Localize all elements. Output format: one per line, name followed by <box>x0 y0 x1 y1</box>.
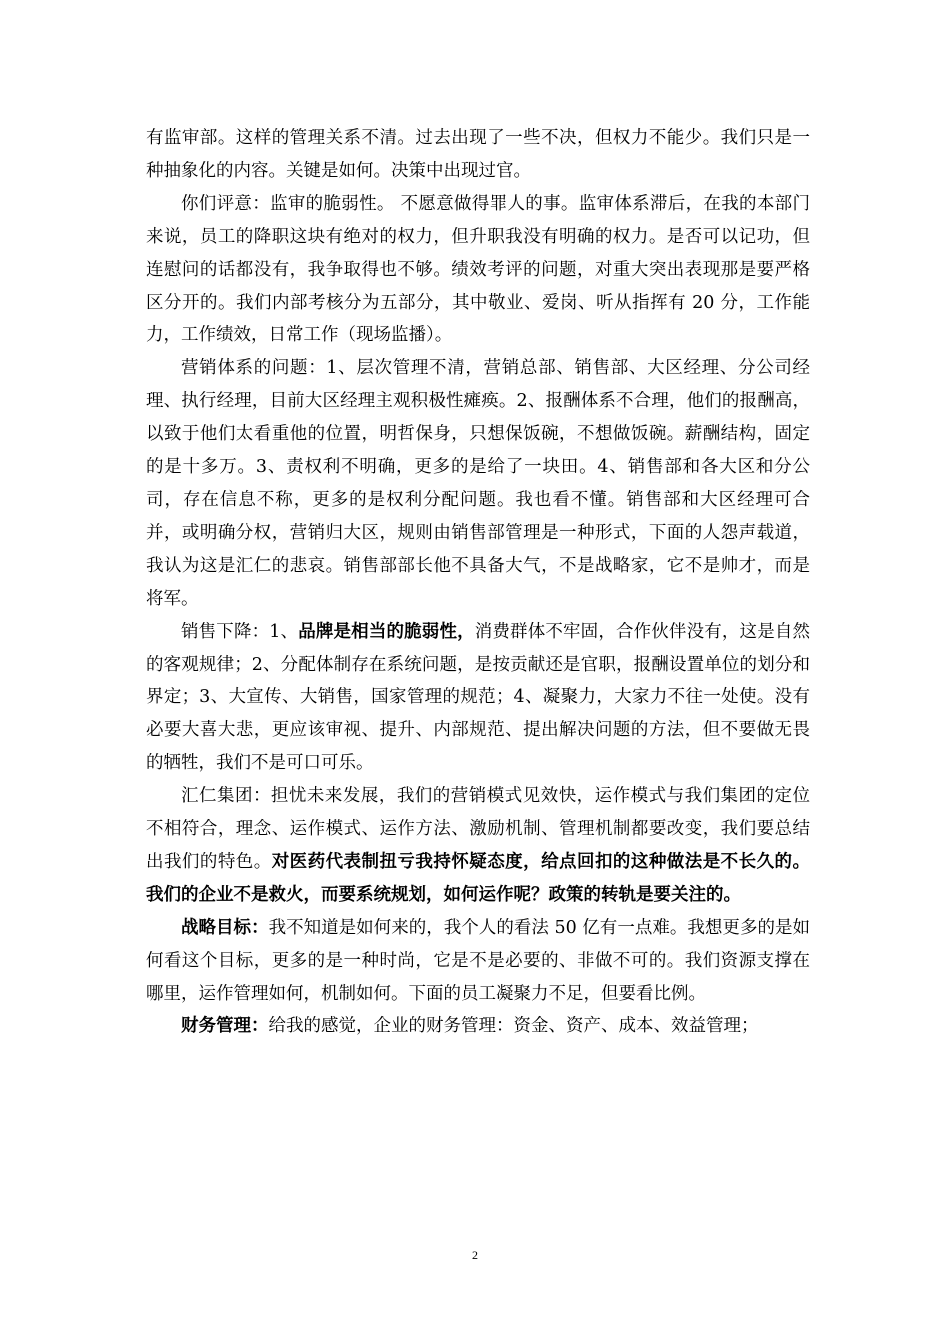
paragraph <box>146 122 810 188</box>
bold-text-segment: 对医药代表制扭亏我持怀疑态度，给点回扣的这种做法是不长久的。我们的企业不是救火，而要系统规划，如何运作呢？政策的转轨是要关注的。 <box>146 851 811 905</box>
paragraph <box>146 780 810 912</box>
page-number: 2 <box>472 1248 478 1262</box>
text-segment: 消费群体不牢固，合作伙伴没有，这是自然的客观规律；2、分配体制存在系统问题，是按贡献还是官职，报酬设置单位的划分和界定；3、大宣传、大销售，国家管理的规范；4、凝聚力，大家力不往一处使。没有必要大喜大悲，更应该审视、提升、内部规范、提出解决问题的方法，但不要做无畏的牺牲，我们不是可口可乐。 <box>146 621 811 774</box>
section-heading-financial-management: 财务管理： <box>181 1016 269 1037</box>
bold-text-segment: 品牌是相当的脆弱性， <box>298 621 475 642</box>
paragraph <box>146 188 810 353</box>
text-segment: 有监审部。这样的管理关系不清。过去出现了一些不决，但权力不能少。我们只是一种抽象化的内容。关键是如何。决策中出现过官。 <box>146 128 810 181</box>
text-segment: 我不知道是如何来的，我个人的看法 50 亿有一点难。我想更多的是如何看这个目标，更多的是一种时尚，它是不是必要的、非做不可的。我们资源支撑在哪里，运作管理如何，机制如何。下面的员工凝聚力不足，但要看比例。 <box>146 917 810 1004</box>
text-segment: 你们评意：监审的脆弱性。 不愿意做得罪人的事。监审体系滞后，在我的本部门来说，员工的降职这块有绝对的权力，但升职我没有明确的权力。是否可以记功，但连慰问的话都没有，我争取得也不够。绩效考评的问题，对重大突出表现那是要严格区分开的。我们内部考核分为五部分，其中敬业、爱岗、听从指挥有 20 分，工作能力，工作绩效，日常工作（现场监播）。 <box>146 193 810 346</box>
paragraph <box>146 912 810 1011</box>
text-segment: 销售下降：1、 <box>181 621 299 642</box>
section-heading-strategic-goal: 战略目标： <box>181 917 269 938</box>
text-segment: 给我的感觉，企业的财务管理：资金、资产、成本、效益管理； <box>268 1016 759 1037</box>
text-segment: 营销体系的问题：1、层次管理不清，营销总部、销售部、大区经理、分公司经理、执行经理，目前大区经理主观积极性瘫痪。2、报酬体系不合理，他们的报酬高，以致于他们太看重他的位置，明哲保身，只想保饭碗，不想做饭碗。薪酬结构，固定的是十多万。3、责权利不明确，更多的是给了一块田。4、销售部和各大区和分公司，存在信息不称，更多的是权利分配问题。我也看不懂。销售部和大区经理可合并，或明确分权，营销归大区，规则由销售部管理是一种形式，下面的人怨声载道，我认为这是汇仁的悲哀。销售部部长他不具备大气，不是战略家，它不是帅才，而是将军。 <box>146 358 810 609</box>
paragraph <box>146 352 810 615</box>
paragraph <box>146 1010 810 1043</box>
text-segment: 汇仁集团：担忧未来发展，我们的营销模式见效快，运作模式与我们集团的定位不相符合，理念、运作模式、运作方法、激励机制、管理机制都要改变，我们要总结出我们的特色。 <box>146 786 810 872</box>
paragraph <box>146 616 810 781</box>
document-body <box>146 122 810 1043</box>
